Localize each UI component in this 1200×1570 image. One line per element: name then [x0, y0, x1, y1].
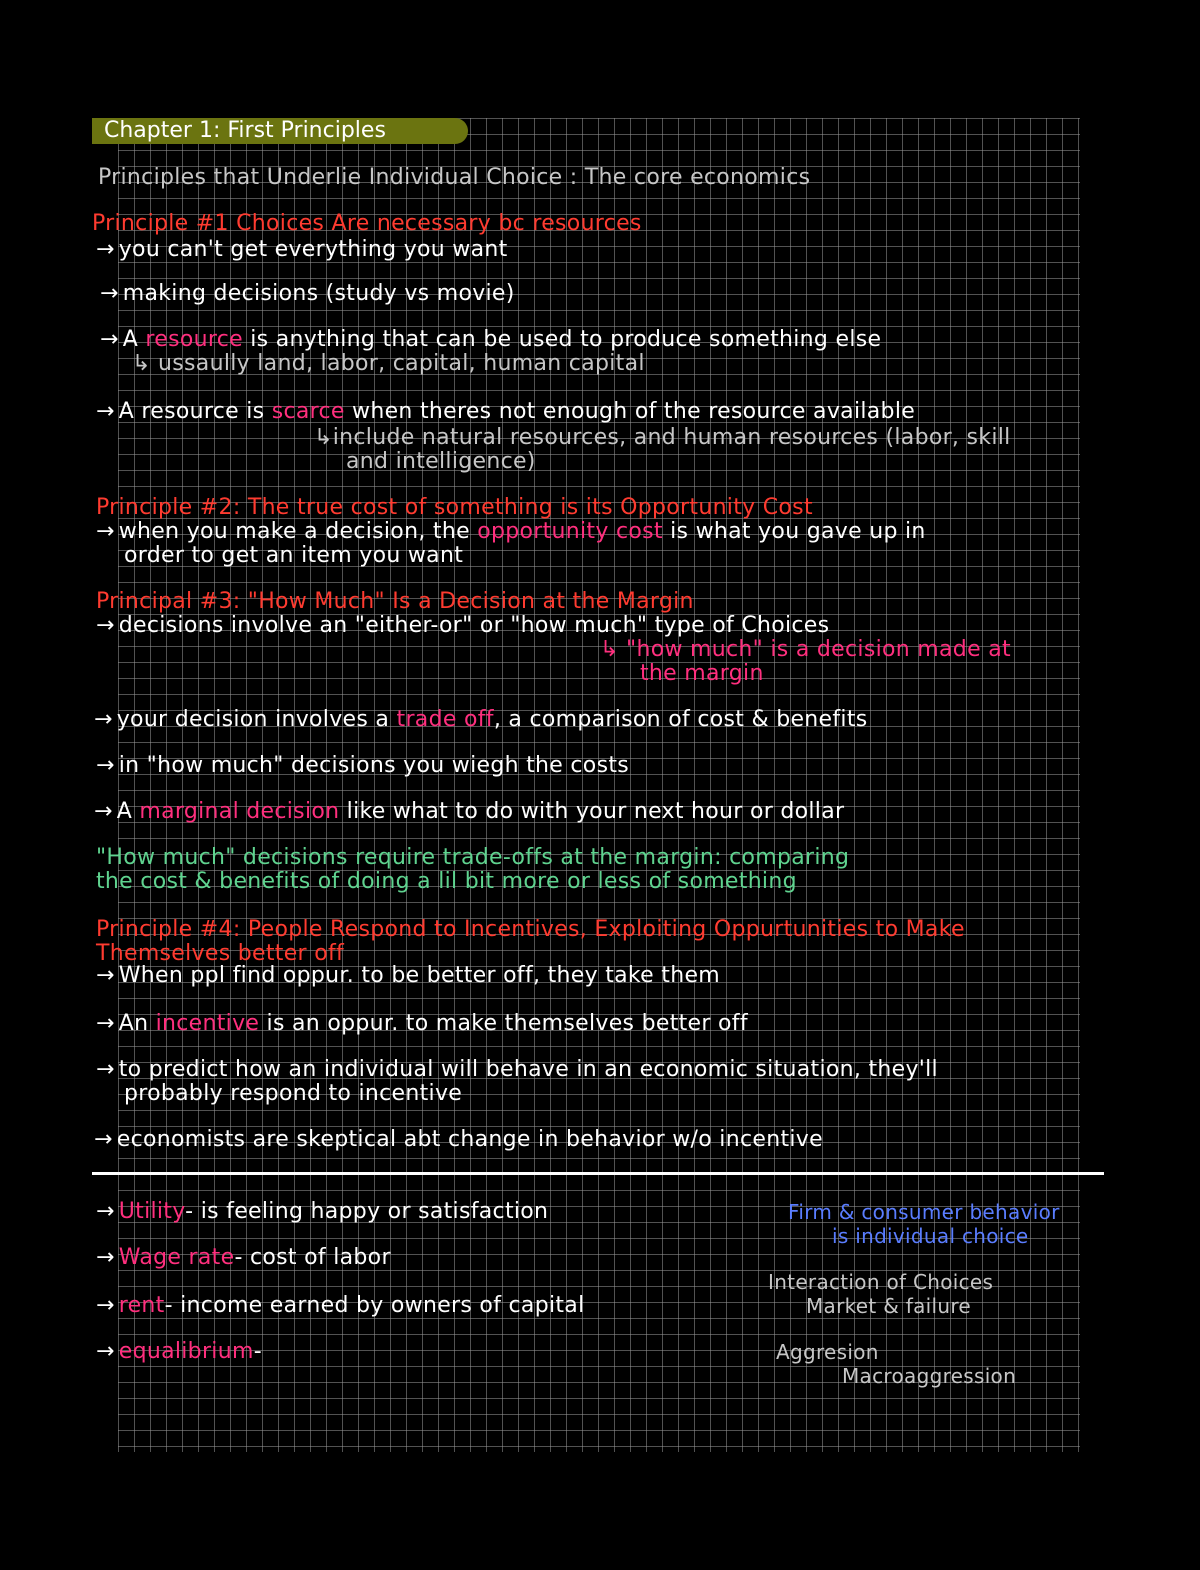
p2-line-1-cont: order to get an item you want	[124, 543, 464, 568]
hook-arrow-icon: ↳	[132, 351, 151, 376]
arrow-icon: →	[96, 963, 115, 988]
def-equalibrium: → equalibrium-	[96, 1339, 262, 1364]
arrow-icon: →	[96, 237, 115, 262]
arrow-icon: →	[96, 1199, 115, 1224]
principle-1-heading: Principle #1 Choices Are necessary bc resources	[92, 211, 642, 236]
term-trade-off: trade off	[396, 707, 494, 732]
principle-4-heading-2: Themselves better off	[96, 941, 345, 966]
side-note-blue-2: is individual choice	[832, 1224, 1029, 1248]
p1-line-2: → making decisions (study vs movie)	[100, 281, 515, 306]
principle-4-heading-1: Principle #4: People Respond to Incentives, Exploiting Oppurtunities to Make	[96, 917, 965, 942]
term-resource: resource	[145, 327, 243, 352]
def-wage-rate: → Wage rate- cost of labor	[96, 1245, 391, 1270]
side-note-gray-3: Aggresion	[776, 1340, 879, 1364]
side-note-gray-1: Interaction of Choices	[768, 1270, 994, 1294]
term-incentive: incentive	[155, 1011, 260, 1036]
side-note-gray-4: Macroaggression	[842, 1364, 1017, 1388]
green-note-1: "How much" decisions require trade-offs at the margin: comparing	[96, 845, 850, 870]
side-note-blue-1: Firm & consumer behavior	[788, 1200, 1060, 1224]
term-marginal-decision: marginal decision	[139, 799, 340, 824]
chapter-title: Chapter 1: First Principles	[92, 118, 468, 144]
arrow-icon: →	[100, 281, 119, 306]
term-opportunity-cost: opportunity cost	[477, 519, 663, 544]
subtitle: Principles that Underlie Individual Choice : The core economics	[98, 165, 811, 190]
p3-line-4: → A marginal decision like what to do with your next hour or dollar	[94, 799, 845, 824]
p1-line-3: → A resource is anything that can be used to produce something else	[100, 327, 882, 352]
arrow-icon: →	[96, 1011, 115, 1036]
arrow-icon: →	[96, 1339, 115, 1364]
p1-line-1: → you can't get everything you want	[96, 237, 508, 262]
p3-line-3: → in "how much" decisions you wiegh the costs	[96, 753, 630, 778]
p3-line-1: → decisions involve an "either-or" or "how much" type of Choices	[96, 613, 830, 638]
p3-line-1-sub-1: ↳ "how much" is a decision made at	[600, 637, 1011, 662]
p1-line-4: → A resource is scarce when theres not enough of the resource available	[96, 399, 916, 424]
side-note-gray-2: Market & failure	[806, 1294, 972, 1318]
p4-line-3: → to predict how an individual will behave in an economic situation, they'll	[96, 1057, 938, 1082]
p3-line-1-sub-2: the margin	[640, 661, 764, 686]
p3-line-2: → your decision involves a trade off, a comparison of cost & benefits	[94, 707, 868, 732]
arrow-icon: →	[96, 399, 115, 424]
term-scarce: scarce	[271, 399, 345, 424]
arrow-icon: →	[96, 1057, 115, 1082]
arrow-icon: →	[94, 799, 113, 824]
p1-line-3-sub: ↳ ussaully land, labor, capital, human capital	[132, 351, 645, 376]
principle-2-heading: Principle #2: The true cost of something is its Opportunity Cost	[96, 495, 813, 520]
arrow-icon: →	[96, 1293, 115, 1318]
def-rent: → rent- income earned by owners of capital	[96, 1293, 585, 1318]
p2-line-1: → when you make a decision, the opportunity cost is what you gave up in	[96, 519, 926, 544]
arrow-icon: →	[96, 1245, 115, 1270]
hook-arrow-icon: ↳	[600, 637, 619, 662]
principle-3-heading: Principal #3: "How Much" Is a Decision at the Margin	[96, 589, 694, 614]
p4-line-4: → economists are skeptical abt change in behavior w/o incentive	[94, 1127, 823, 1152]
arrow-icon: →	[94, 1127, 113, 1152]
p4-line-1: → When ppl find oppur. to be better off, they take them	[96, 963, 721, 988]
p4-line-3-cont: probably respond to incentive	[124, 1081, 463, 1106]
divider	[92, 1172, 1104, 1175]
arrow-icon: →	[96, 519, 115, 544]
def-utility: → Utility- is feeling happy or satisfaction	[96, 1199, 549, 1224]
arrow-icon: →	[96, 613, 115, 638]
arrow-icon: →	[94, 707, 113, 732]
arrow-icon: →	[96, 753, 115, 778]
hook-arrow-icon: ↳	[314, 425, 333, 450]
p1-line-4-sub-2: and intelligence)	[346, 449, 536, 474]
green-note-2: the cost & benefits of doing a lil bit more or less of something	[96, 869, 797, 894]
p4-line-2: → An incentive is an oppur. to make themselves better off	[96, 1011, 748, 1036]
p1-line-4-sub-1: ↳include natural resources, and human resources (labor, skill	[314, 425, 1011, 450]
arrow-icon: →	[100, 327, 119, 352]
